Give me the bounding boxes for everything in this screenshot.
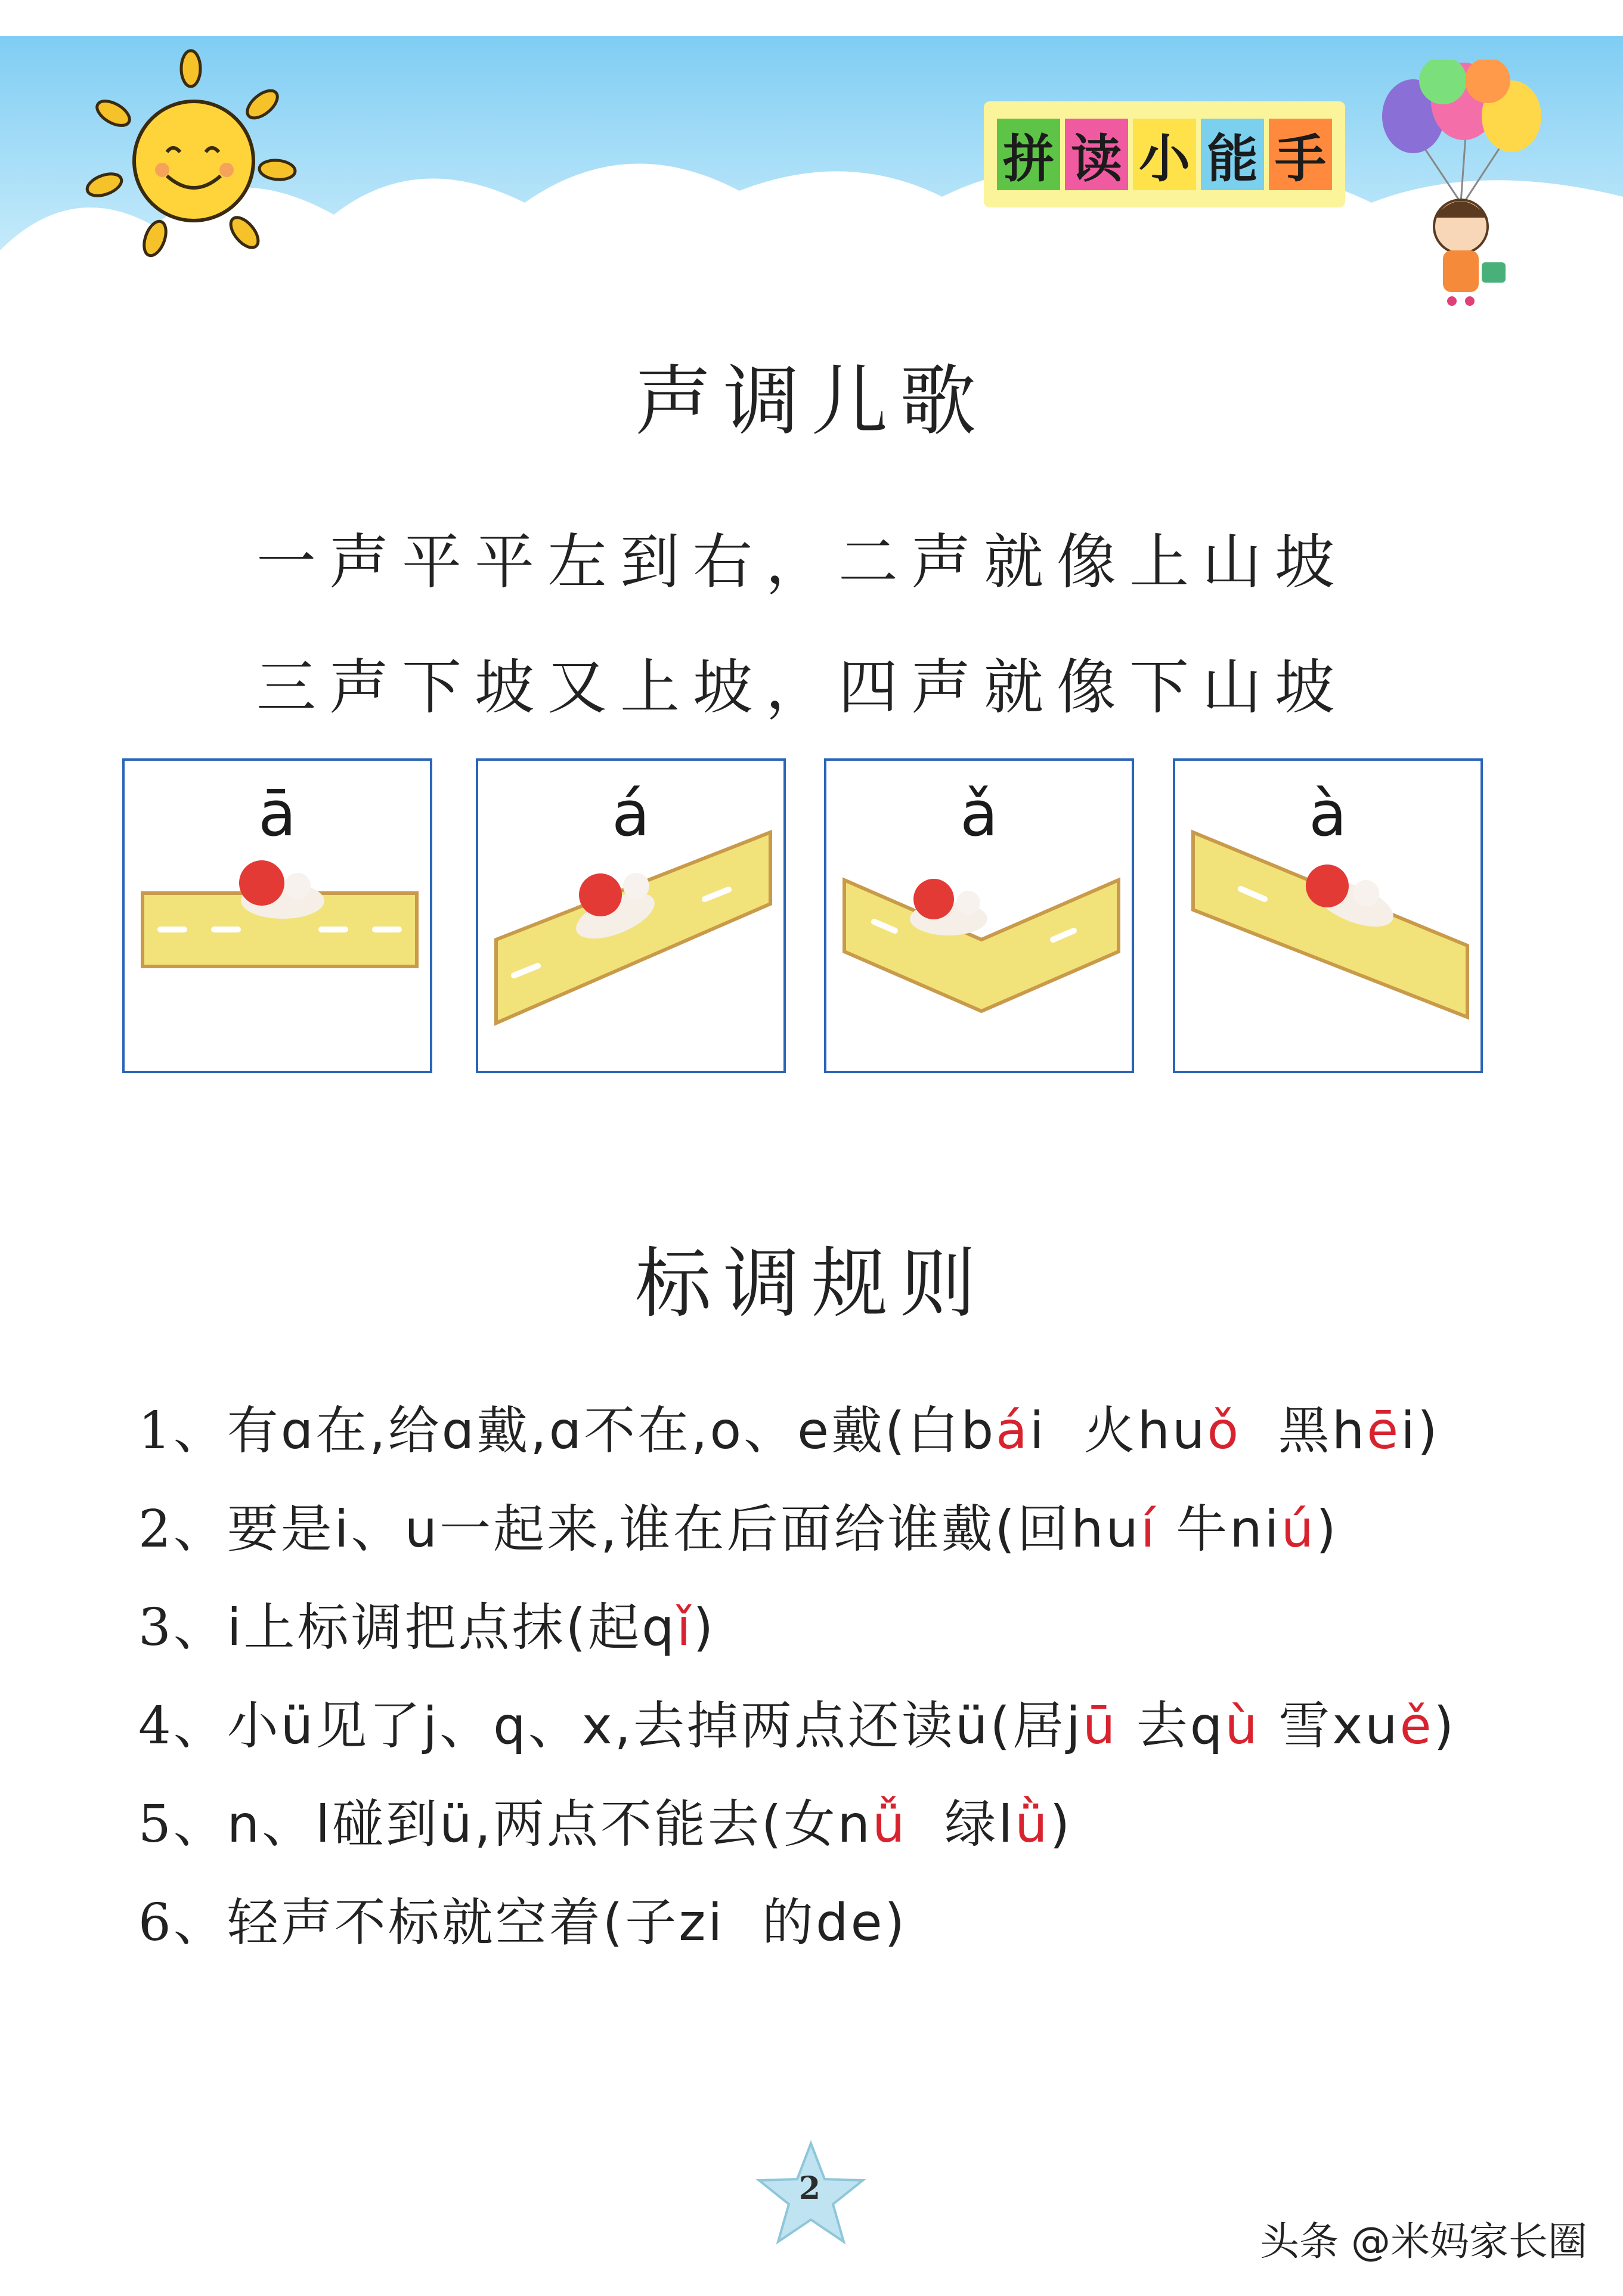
rule-text: ) — [693, 1598, 716, 1657]
badge-char: 拼 — [997, 119, 1060, 190]
tone-mark: ē — [1367, 1401, 1401, 1461]
rule-separator: 、 — [173, 1696, 227, 1756]
balloon-girl-illustration — [1359, 60, 1562, 310]
rule-number: 2 — [138, 1499, 174, 1559]
rule-separator: 、 — [173, 1795, 227, 1854]
rule-text: 有ɑ在,给ɑ戴,ɑ不在,o、e戴(白b — [227, 1401, 996, 1461]
badge-char: 读 — [1065, 119, 1128, 190]
rule-item — [138, 1488, 1593, 1561]
badge-char: 小 — [1133, 119, 1196, 190]
tone-card-first — [122, 758, 432, 1073]
falling-road-snail-illustration — [1175, 761, 1485, 1076]
tone-mark: ǚ — [872, 1795, 907, 1854]
tone-label: ā — [258, 777, 296, 850]
rising-road-snail-illustration — [478, 761, 788, 1076]
rule-text: i上标调把点抹(起q — [227, 1598, 677, 1657]
rule-text: i 火hu — [1029, 1401, 1207, 1461]
poem-line-2: 三声下坡又上坡，四声就像下山坡 — [256, 652, 1348, 722]
rule-text: 小ü见了j、q、x,去掉两点还读ü(居j — [227, 1696, 1083, 1756]
watermark: 头条 @米妈家长圈 — [1260, 2218, 1587, 2264]
tone-mark: ǒ — [1207, 1401, 1241, 1461]
rule-number: 5 — [138, 1795, 174, 1854]
rules-title: 标调规则 — [634, 1240, 988, 1328]
rule-text: ) — [1433, 1696, 1457, 1756]
poem-title: 声调儿歌 — [634, 357, 988, 446]
poem-line-1: 一声平平左到右，二声就像上山坡 — [256, 527, 1348, 597]
badge-char: 能 — [1201, 119, 1264, 190]
rule-number: 4 — [138, 1696, 174, 1756]
rule-text: 去q — [1117, 1696, 1225, 1756]
rule-separator: 、 — [173, 1401, 227, 1461]
page-number: 2 — [798, 2170, 821, 2207]
rule-text: ) — [1049, 1795, 1073, 1854]
tone-card-fourth — [1173, 758, 1483, 1073]
rule-number: 3 — [138, 1598, 174, 1657]
tone-mark: ú — [1281, 1499, 1317, 1559]
rule-item — [138, 1881, 1593, 1955]
rule-separator: 、 — [173, 1499, 227, 1559]
rule-text: 绿l — [907, 1795, 1015, 1854]
tone-mark: ǐ — [676, 1598, 693, 1657]
rule-text: n、l碰到ü,两点不能去(女n — [227, 1795, 873, 1854]
dip-road-snail-illustration — [826, 761, 1136, 1076]
rule-item — [138, 1684, 1593, 1758]
tone-label: à — [1309, 777, 1347, 850]
tone-mark: á — [996, 1401, 1030, 1461]
tone-label: ǎ — [960, 777, 998, 850]
rule-text: ) — [1316, 1499, 1339, 1559]
tone-mark: ǜ — [1015, 1795, 1050, 1854]
rule-text: 雪xu — [1259, 1696, 1400, 1756]
tone-label: á — [612, 777, 650, 850]
tone-mark: ě — [1399, 1696, 1434, 1756]
rule-text: 黑h — [1241, 1401, 1367, 1461]
badge-char: 手 — [1269, 119, 1332, 190]
rule-number: 1 — [138, 1401, 174, 1461]
rule-number: 6 — [138, 1893, 174, 1953]
sun-icon — [83, 48, 298, 262]
rule-item — [138, 1586, 1593, 1660]
rule-item — [138, 1389, 1593, 1463]
flat-road-snail-illustration — [125, 761, 435, 1076]
rule-text: 轻声不标就空着(子zi 的de) — [227, 1893, 907, 1953]
header-badge — [984, 101, 1345, 207]
rule-separator: 、 — [173, 1893, 227, 1953]
tone-card-second — [476, 758, 786, 1073]
tone-mark: ū — [1082, 1696, 1118, 1756]
rule-text: 要是i、u一起来,谁在后面给谁戴(回hu — [227, 1499, 1141, 1559]
rule-text: i) — [1401, 1401, 1440, 1461]
tone-card-third — [824, 758, 1134, 1073]
tone-mark: ù — [1225, 1696, 1260, 1756]
rule-separator: 、 — [173, 1598, 227, 1657]
rule-text: 牛ni — [1157, 1499, 1281, 1559]
rule-item — [138, 1783, 1593, 1857]
tone-mark: í — [1141, 1499, 1157, 1559]
